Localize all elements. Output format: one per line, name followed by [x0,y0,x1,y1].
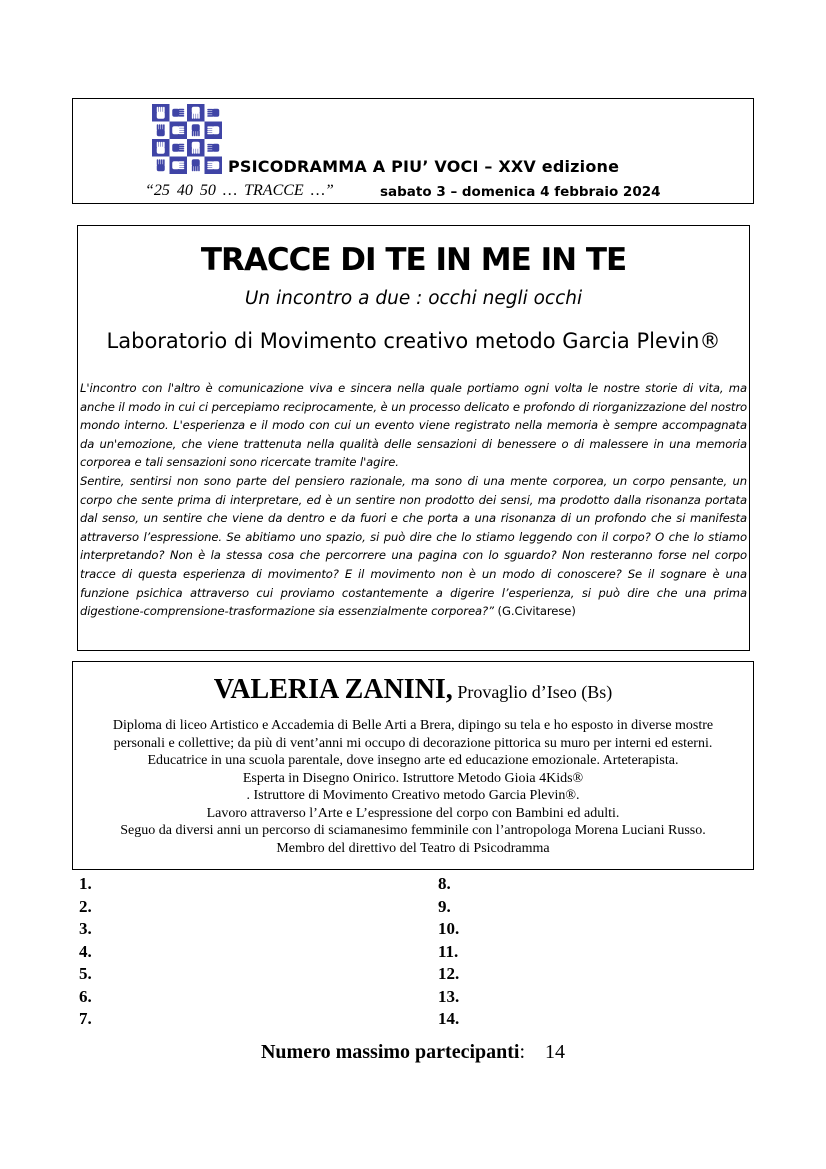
instructor-bio [73,717,753,857]
bio-line: Educatrice in una scuola parentale, dove insegno arte ed educazione emozionale. Arteterapista. [147,753,679,768]
workshop-subtitle: Un incontro a due : occhi negli occhi [244,288,583,309]
event-tagline: “25 40 50 … TRACCE …” [145,182,334,199]
instructor-place: Provaglio d’Iseo (Bs) [452,682,613,702]
participant-list-right [438,873,459,1031]
bio-line: Seguo da diversi anni un percorso di sciamanesimo femminile con l’antropologa Morena Luciani Russo. [120,823,706,838]
instructor-name: VALERIA ZANINI, [213,674,453,705]
participant-slot: 4. [79,941,92,961]
workshop-section [77,225,750,651]
workshop-title: TRACCE DI TE IN ME IN TE [200,242,627,278]
participant-slot: 6. [79,986,92,1006]
description-paragraph [80,472,747,621]
event-dates: sabato 3 – domenica 4 febbraio 2024 [380,184,661,200]
participant-slot: 10. [438,919,460,938]
participant-slot: 11. [438,941,459,961]
bio-line: Lavoro attraverso l’Arte e L’espressione del corpo con Bambini ed adulti. [206,805,620,821]
participant-slot: 8. [438,874,451,893]
bio-line: Diploma di liceo Artistico e Accademia di Belle Arti a Brera, dipingo su tela e ho esposto in diverse mostre [112,718,714,733]
event-title: PSICODRAMMA A PIU’ VOCI – XXV edizione [228,157,620,176]
participant-slot: 12. [438,964,460,983]
event-header [72,98,754,204]
bio-line: Membro del direttivo del Teatro di Psicodramma [276,840,550,856]
max-participants-colon: : [519,1041,526,1063]
participant-slot: 9. [438,896,451,916]
max-participants-label: Numero massimo partecipanti [260,1041,520,1063]
max-participants [0,1041,826,1064]
bio-line: personali e collettive; da più di vent’anni mi occupo di decorazione pittorica su muro per interni ed esterni. [113,735,713,751]
participant-slot: 5. [79,964,92,983]
participant-list-left [79,873,92,1031]
workshop-method: Laboratorio di Movimento creativo metodo Garcia Plevin® [106,329,721,353]
bio-line: . Istruttore di Movimento Creativo metodo Garcia Plevin®. [246,788,580,803]
description-paragraph: L'incontro con l'altro è comunicazione viva e sincera nella quale portiamo ogni volta le nostre storie di vita, ma anche il modo in cui ci percepiamo reciprocamente, è un processo delicato e profondo di riorganizzazione del nostro mondo interno. L'esperienza e il modo con cui un evento viene registrato nella memoria è sempre accompagnata da un'emozione, che viene trattenuta nella qualità delle sensazioni di benessere o di malessere in una memoria corporea e tali sensazioni sono ricercate tramite l'agire. [80,381,747,470]
participant-slot: 1. [79,874,92,893]
participant-slot: 13. [438,986,460,1006]
participant-slot: 14. [438,1009,460,1028]
workshop-description [80,379,747,621]
instructor-heading [73,674,753,706]
max-participants-value: 14 [545,1041,566,1063]
hands-logo-icon [152,104,222,174]
participant-slot: 3. [79,919,92,938]
bio-line: Esperta in Disegno Onirico. Istruttore Metodo Gioia 4Kids® [242,770,584,786]
participant-slot: 2. [79,896,92,916]
participant-slot: 7. [79,1009,92,1028]
quote-author: (G.Civitarese) [493,604,576,619]
instructor-section [72,661,754,870]
quote-text: Sentire, sentirsi non sono parte del pensiero razionale, ma sono di una mente corporea, un corpo pensante, un corpo che sente prima di interpretare, ed è un sentire non prodotto dei sensi, ma prodotto dalla risonanza portata dal senso, un sentire che viene da dentro e da fuori e che porta a una risonanza di un profondo che si manifesta attraverso l’espressione. Se abitiamo uno spazio, si può dire che lo stiamo leggendo con il corpo? O che lo stiamo interpretando? Non è la stessa cosa che percorrere una pagina con lo sguardo? Non resteranno forse nel corpo tracce di questa esperienza di movimento? E il movimento non è un modo di conoscere? Se il sognare è una funzione psichica attraverso cui proviamo costantemente a digerire l’esperienza, si può dire che una prima digestione-comprensione-trasformazione sia essenzialmente corporea?” [80,473,747,619]
